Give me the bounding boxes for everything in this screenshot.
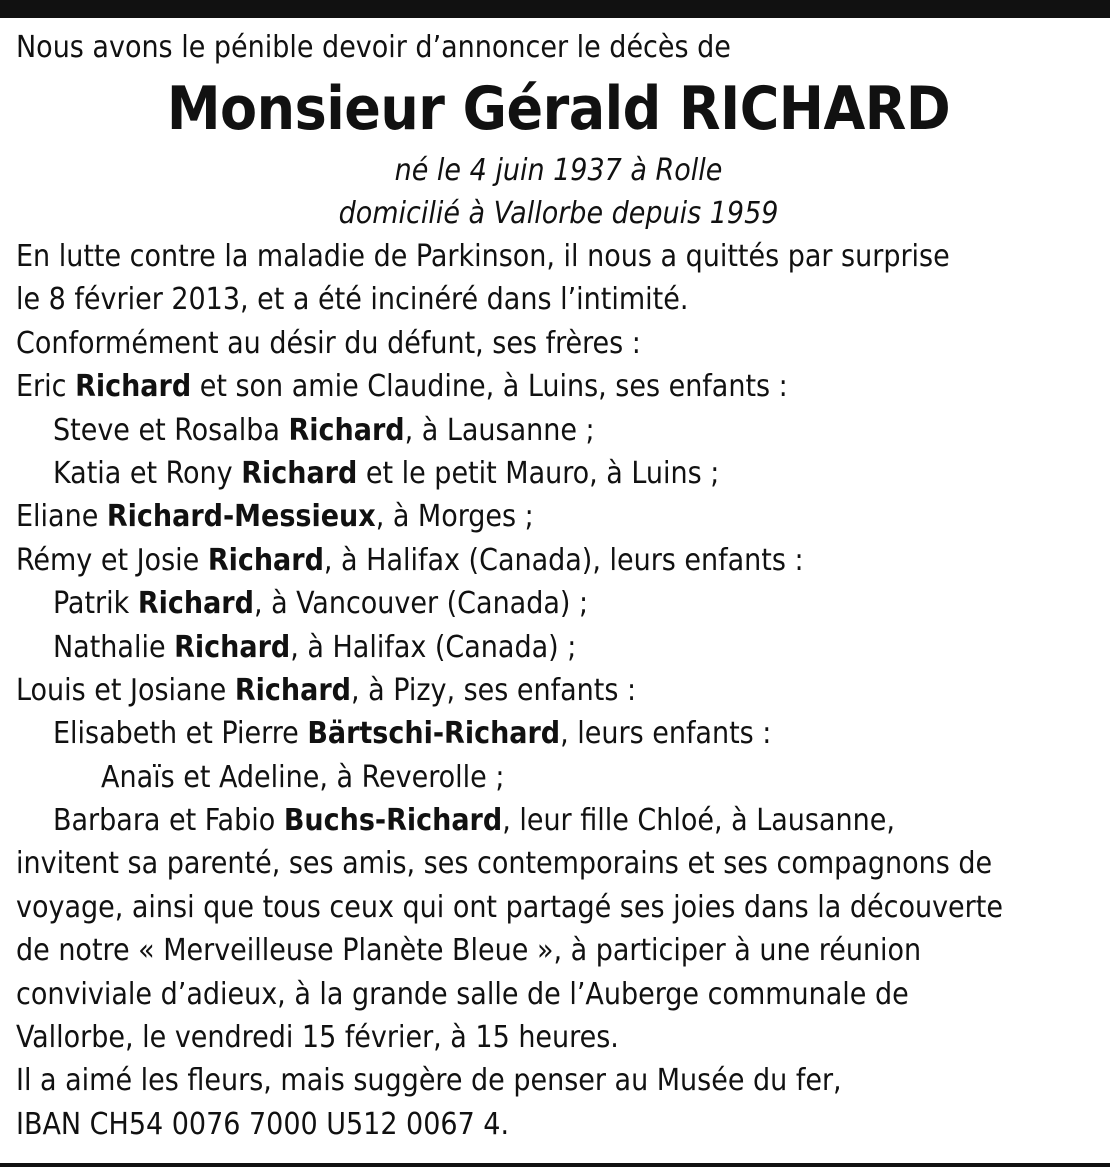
family-line	[16, 799, 1101, 842]
family-name: Richard	[207, 542, 324, 578]
domicile-line: domicilié à Vallorbe depuis 1959	[338, 196, 779, 231]
family-line	[16, 495, 1101, 538]
family-details: , à Halifax (Canada), leurs enfants :	[323, 542, 804, 578]
text-line: le 8 février 2013, et a été incinéré dans l’intimité.	[16, 282, 689, 318]
family-line	[16, 582, 1101, 625]
obituary-notice	[16, 26, 1101, 1146]
family-details: , à Morges ;	[375, 499, 534, 535]
text-line: Conformément au désir du défunt, ses frères :	[16, 325, 641, 361]
family-name: Richard	[241, 455, 358, 491]
bottom-border-rule	[0, 1163, 1110, 1167]
given-names: Eric	[16, 369, 76, 405]
family-details: , à Lausanne ;	[404, 412, 595, 448]
family-details: , à Halifax (Canada) ;	[290, 629, 577, 665]
family-line	[16, 626, 1101, 669]
family-line	[16, 539, 1101, 582]
family-name: Richard-Messieux	[106, 499, 376, 535]
text-line: En lutte contre la maladie de Parkinson, il nous a quittés par surprise	[16, 239, 950, 274]
deceased-name: Monsieur Gérald RICHARD	[166, 74, 951, 144]
birth-line: né le 4 juin 1937 à Rolle	[394, 153, 723, 188]
given-names: Barbara et Fabio	[53, 803, 284, 839]
given-names: Katia et Rony	[53, 455, 242, 491]
text-line: Il a aimé les fleurs, mais suggère de penser au Musée du fer,	[16, 1063, 842, 1099]
family-line	[16, 452, 1101, 495]
text-line: Vallorbe, le vendredi 15 février, à 15 heures.	[16, 1020, 619, 1056]
iban-line: IBAN CH54 0076 7000 U512 0067 4.	[16, 1106, 510, 1142]
top-border-rule	[0, 0, 1110, 18]
text-line: invitent sa parenté, ses amis, ses contemporains et ses compagnons de	[16, 846, 993, 882]
given-names: Louis et Josiane	[16, 672, 235, 708]
text-line: conviviale d’adieux, à la grande salle de l’Auberge communale de	[16, 976, 909, 1012]
text-line: voyage, ainsi que tous ceux qui ont partagé ses joies dans la découverte	[16, 889, 1003, 925]
given-names: Patrik	[53, 586, 138, 622]
family-details: , leurs enfants :	[560, 716, 772, 752]
family-line	[16, 669, 1101, 712]
family-line: Anaïs et Adeline, à Reverolle ;	[101, 759, 505, 795]
family-name: Richard	[174, 629, 291, 665]
family-details: , leur fille Chloé, à Lausanne,	[502, 803, 895, 839]
given-names: Eliane	[16, 499, 107, 535]
family-line	[16, 409, 1101, 452]
family-name: Buchs-Richard	[283, 803, 503, 839]
family-name: Bärtschi-Richard	[307, 716, 561, 752]
text-line: de notre « Merveilleuse Planète Bleue », à participer à une réunion	[16, 933, 922, 969]
family-details: et le petit Mauro, à Luins ;	[357, 455, 720, 491]
given-names: Elisabeth et Pierre	[53, 716, 308, 752]
family-name: Richard	[234, 672, 351, 708]
family-details: , à Pizy, ses enfants :	[350, 672, 637, 708]
given-names: Rémy et Josie	[16, 542, 208, 578]
family-details: et son amie Claudine, à Luins, ses enfants :	[191, 369, 788, 405]
family-line	[16, 365, 1101, 408]
family-name: Richard	[288, 412, 405, 448]
given-names: Steve et Rosalba	[53, 412, 289, 448]
family-name: Richard	[137, 586, 254, 622]
intro-line: Nous avons le pénible devoir d’annoncer le décès de	[16, 30, 731, 65]
given-names: Nathalie	[53, 629, 175, 665]
family-name: Richard	[75, 369, 192, 405]
family-details: , à Vancouver (Canada) ;	[253, 586, 589, 622]
family-line	[16, 712, 1101, 755]
